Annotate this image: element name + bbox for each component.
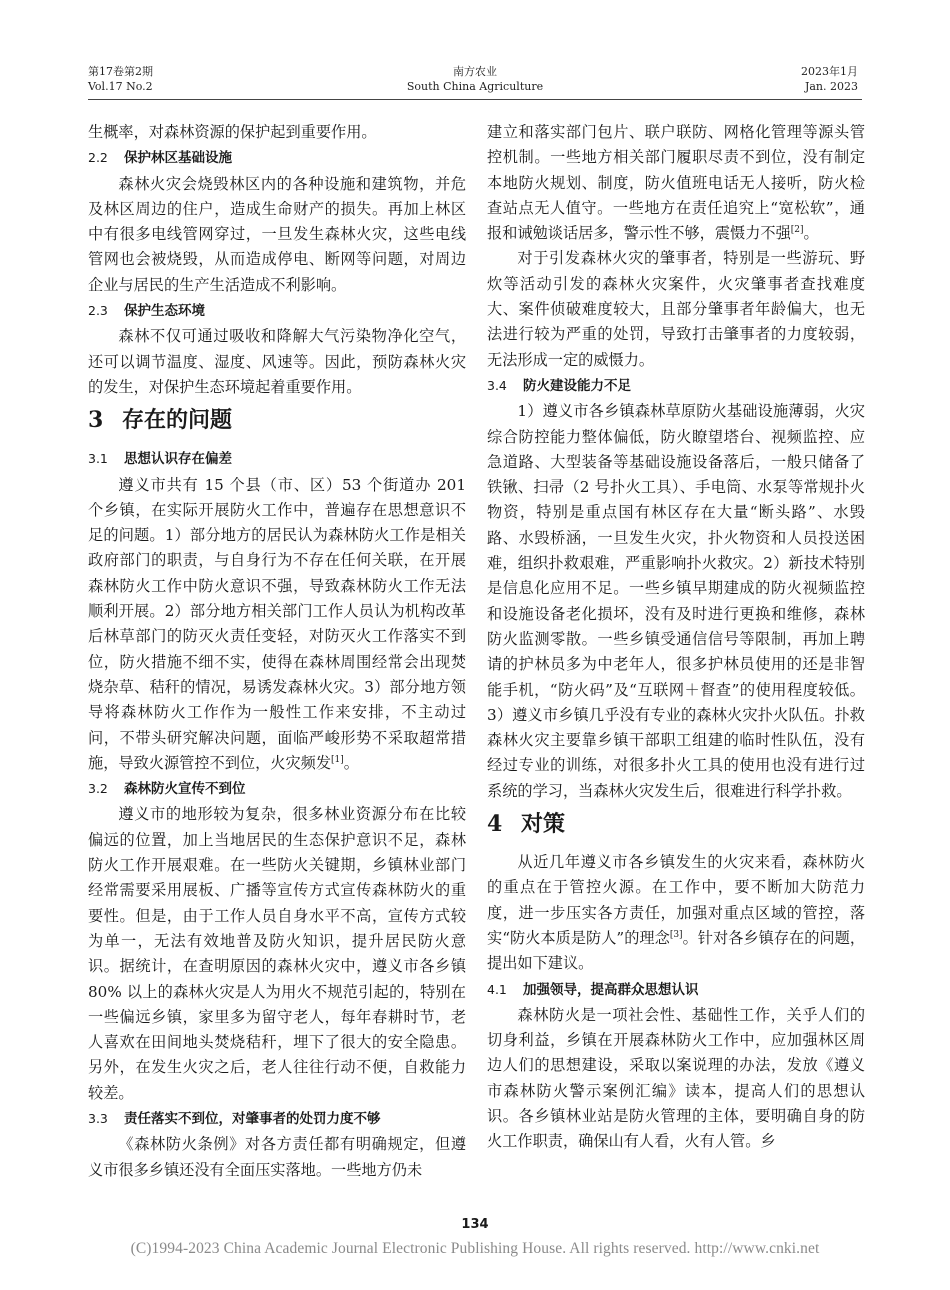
- section-title: 森林防火宣传不到位: [124, 781, 246, 798]
- paragraph-3-3-continued: [487, 120, 865, 246]
- paragraph-3-3-continued-text: 建立和落实部门包片、联户联防、网格化管理等源头管控机制。一些地方相关部门履职尽责不到位，没有制定本地防火规划、制度，防火值班电话无人接听，防火检查站点无人值守。一些地方在责任追究上“宽松软”，通报和诫勉谈话居多，警示性不够，震慑力不强: [487, 123, 865, 243]
- paragraph-3-1-text: 遵义市共有 15 个县（市、区）53 个街道办 201 个乡镇，在实际开展防火工作中，普遍存在思想意识不足的问题。1）部分地方的居民认为森林防火工作是相关政府部门的职责，与自身行为不存在任何关联，在开展森林防火工作中防火意识不强，导致森林防火工作无法顺利开展。2）部分地方相关部门工作人员认为机构改革后林草部门的防灭火责任变轻，对防灭火工作落实不到位，防火措施不细不实，使得在森林周围经常会出现焚烧杂草、秸秆的情况，易诱发森林火灾。3）部分地方领导将森林防火工作作为一般性工作来安排，不主动过问，不带头研究解决问题，面临严峻形势不采取超常措施，导致火源管控不到位，火灾频发: [88, 475, 466, 772]
- header-journal: [340, 64, 610, 94]
- paragraph-4-tail: 。针对各乡镇存在的问题，提出如下建议。: [487, 928, 866, 973]
- section-heading-3-4: [487, 373, 865, 399]
- header-rule: [88, 99, 862, 100]
- section-title: 加强领导，提高群众思想认识: [523, 981, 699, 998]
- section-heading-3-2: [88, 776, 466, 802]
- header-journal-cn: 南方农业: [453, 65, 497, 78]
- chapter-number: 4: [487, 811, 503, 838]
- paragraph-end: 。: [803, 224, 819, 243]
- chapter-title: 存在的问题: [122, 407, 233, 434]
- paragraph-3-2: 遵义市的地形较为复杂，很多林业资源分布在比较偏远的位置，加上当地居民的生态保护意识不足，森林防火工作开展艰难。在一些防火关键期，乡镇林业部门经常需要采用展板、广播等宣传方式宣传森林防火的重要性。但是，由于工作人员自身水平不高，宣传方式较为单一，无法有效地普及防火知识，提升居民防火意识。据统计，在查明原因的森林火灾中，遵义市各乡镇 80% 以上的森林火灾是人为用火不规范引起的，特别在一些偏远乡镇，家里多为留守老人，每年春耕时节，老人喜欢在田间地头焚烧秸秆，埋下了很大的安全隐患。另外，在发生火灾之后，老人往往行动不便，自救能力较差。: [88, 805, 466, 1102]
- header-date-en: Jan. 2023: [804, 80, 858, 93]
- paragraph-2-2: 森林火灾会烧毁林区内的各种设施和建筑物，并危及林区周边的住户，造成生命财产的损失。再加上林区中有很多电线管网穿过，一旦发生森林火灾，这些电线管网也会被烧毁，从而造成停电、断网等问题，对周边企业与居民的生产生活造成不利影响。: [88, 174, 466, 294]
- header-date-cn: 2023年1月: [801, 65, 858, 78]
- paragraph-3-1: [88, 473, 466, 777]
- paragraph-4-1: 森林防火是一项社会性、基础性工作，关乎人们的切身利益，乡镇在开展森林防火工作中，应加强林区周边人们的思想建设，采取以案说理的办法，发放《遵义市森林防火警示案例汇编》读本，提高人们的思想认识。各乡镇林业站是防火管理的主体，要明确自身的防火工作职责，确保山有人看，火有人管。乡: [487, 1005, 865, 1151]
- section-number: 3.4: [487, 377, 507, 393]
- section-number: 2.2: [88, 150, 108, 166]
- page-number: 134: [461, 1217, 489, 1232]
- section-title: 思想认识存在偏差: [124, 451, 232, 468]
- right-column: [487, 120, 865, 1155]
- section-number: 4.1: [487, 981, 507, 997]
- section-title: 责任落实不到位，对肇事者的处罚力度不够: [124, 1110, 381, 1127]
- paragraph-intro: 生概率，对森林资源的保护起到重要作用。: [88, 123, 377, 141]
- section-number: 3.2: [88, 781, 108, 797]
- chapter-number: 3: [88, 407, 104, 434]
- paragraph-4: [487, 850, 865, 976]
- header-volume-cn: 第17卷第2期: [88, 65, 153, 78]
- section-title: 保护生态环境: [124, 303, 205, 320]
- citation-ref-1[interactable]: [1]: [331, 754, 344, 765]
- chapter-heading-3: [88, 406, 466, 434]
- chapter-title: 对策: [521, 811, 566, 838]
- section-heading-3-1: [88, 446, 466, 472]
- paragraph-2-3: 森林不仅可通过吸收和降解大气污染物净化空气，还可以调节温度、湿度、风速等。因此，预防森林火灾的发生，对保护生态环境起着重要作用。: [88, 327, 466, 396]
- header-journal-en: South China Agriculture: [406, 80, 544, 93]
- section-title: 保护林区基础设施: [124, 150, 232, 167]
- citation-ref-3[interactable]: [3]: [669, 929, 683, 940]
- section-number: 3.3: [88, 1110, 108, 1126]
- left-column: [88, 120, 466, 1183]
- header-volume: [88, 64, 153, 94]
- citation-ref-2[interactable]: [2]: [790, 225, 804, 236]
- section-heading-3-3: [88, 1106, 466, 1132]
- section-number: 3.1: [88, 451, 108, 467]
- paragraph-3-3: 《森林防火条例》对各方责任都有明确规定，但遵义市很多乡镇还没有全面压实落地。一些地方仍未: [88, 1135, 466, 1179]
- header-volume-en: Vol.17 No.2: [88, 80, 153, 93]
- section-heading-2-3: [88, 298, 466, 324]
- section-title: 防火建设能力不足: [523, 377, 631, 394]
- paragraph-3-4: 1）遵义市各乡镇森林草原防火基础设施薄弱，火灾综合防控能力整体偏低，防火瞭望塔台、视频监控、应急道路、大型装备等基础设施设备落后，一般只储备了铁锹、扫帚（2 号扑火工具）、手电筒、水泵等常规扑火物资，特别是重点国有林区存在大量“断头路”、水毁路、水毁桥涵，一旦发生火灾，扑火物资和人员投送困难，组织扑救艰难，严重影响扑火救灾。2）新技术特别是信息化应用不足。一些乡镇早期建成的防火视频监控和设施设备老化损坏，没有及时进行更换和维修，森林防火监测零散。一些乡镇受通信信号等限制，再加上聘请的护林员多为中老年人，很多护林员使用的还是非智能手机，“防火码”及“互联网＋督查”的使用程度较低。3）遵义市乡镇几乎没有专业的森林火灾扑火队伍。扑救森林火灾主要靠乡镇干部职工组建的临时性队伍，没有经过专业的训练，对很多扑火工具的使用也没有进行过系统的学习，当森林火灾发生后，很难进行科学扑救。: [487, 402, 865, 800]
- section-heading-4-1: [487, 977, 865, 1003]
- copyright-footer: (C)1994-2023 China Academic Journal Electronic Publishing House. All rights reserved. http://www.cnki.net: [130, 1240, 820, 1257]
- header-date: [801, 64, 858, 94]
- section-heading-2-2: [88, 145, 466, 171]
- paragraph-4-text: 从近几年遵义市各乡镇发生的火灾来看，森林防火的重点在于管控火源。在工作中，要不断加大防范力度，进一步压实各方责任，加强对重点区域的管控，落实“防火本质是防人”的理念: [487, 853, 865, 947]
- section-number: 2.3: [88, 303, 108, 319]
- paragraph-3-3-offenders: 对于引发森林火灾的肇事者，特别是一些游玩、野炊等活动引发的森林火灾案件，火灾肇事者查找难度大、案件侦破难度较大，且部分肇事者年龄偏大，也无法进行较为严重的处罚，导致打击肇事者的力度较弱，无法形成一定的威慑力。: [487, 249, 865, 369]
- paragraph-end: 。: [343, 753, 359, 772]
- chapter-heading-4: [487, 810, 865, 838]
